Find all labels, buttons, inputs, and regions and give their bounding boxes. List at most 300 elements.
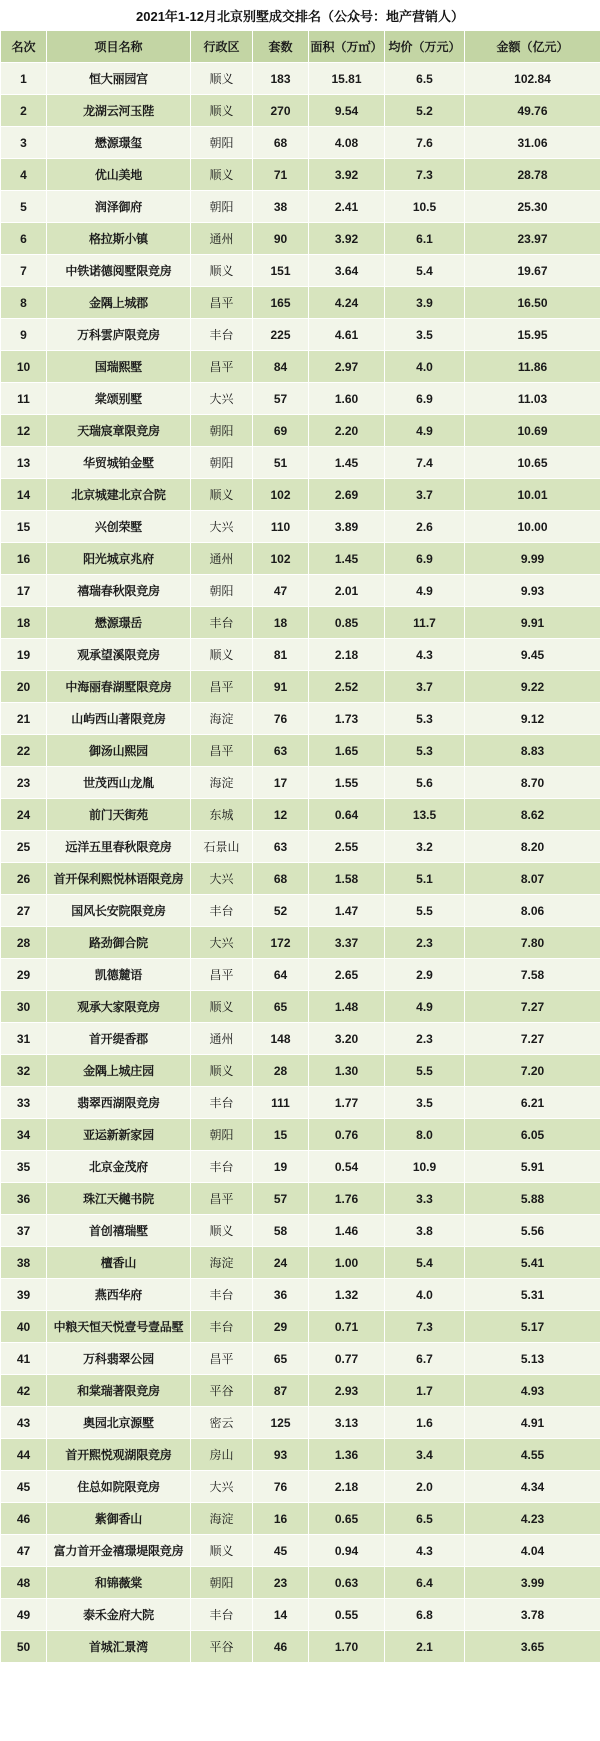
cell-project-name: 国风长安院限竞房 xyxy=(47,895,191,927)
cell-district: 顺义 xyxy=(191,479,253,511)
cell-project-name: 亚运新新家园 xyxy=(47,1119,191,1151)
cell-district: 顺义 xyxy=(191,63,253,95)
cell-project-name: 燕西华府 xyxy=(47,1279,191,1311)
table-row xyxy=(1,1215,600,1247)
table-row xyxy=(1,927,600,959)
cell-project-name: 华贸城铂金墅 xyxy=(47,447,191,479)
cell-amount: 23.97 xyxy=(465,223,600,255)
cell-project-name: 凯德麓语 xyxy=(47,959,191,991)
cell-area: 1.30 xyxy=(309,1055,385,1087)
cell-district: 海淀 xyxy=(191,703,253,735)
table-body xyxy=(1,63,600,1663)
cell-units: 63 xyxy=(253,735,309,767)
table-row xyxy=(1,415,600,447)
table-row xyxy=(1,159,600,191)
cell-district: 顺义 xyxy=(191,255,253,287)
table-row xyxy=(1,1535,600,1567)
cell-project-name: 观承大家限竞房 xyxy=(47,991,191,1023)
cell-district: 顺义 xyxy=(191,639,253,671)
column-header-name: 项目名称 xyxy=(47,31,191,63)
table-row xyxy=(1,991,600,1023)
cell-units: 36 xyxy=(253,1279,309,1311)
cell-project-name: 和棠瑞著限竞房 xyxy=(47,1375,191,1407)
cell-district: 顺义 xyxy=(191,1055,253,1087)
cell-units: 46 xyxy=(253,1631,309,1663)
cell-rank: 35 xyxy=(1,1151,47,1183)
cell-rank: 3 xyxy=(1,127,47,159)
cell-project-name: 御汤山熙园 xyxy=(47,735,191,767)
cell-area: 0.64 xyxy=(309,799,385,831)
cell-rank: 48 xyxy=(1,1567,47,1599)
cell-units: 225 xyxy=(253,319,309,351)
cell-rank: 32 xyxy=(1,1055,47,1087)
cell-area: 4.08 xyxy=(309,127,385,159)
cell-amount: 15.95 xyxy=(465,319,600,351)
cell-area: 1.77 xyxy=(309,1087,385,1119)
cell-units: 71 xyxy=(253,159,309,191)
cell-avg-price: 4.3 xyxy=(385,639,465,671)
cell-district: 朝阳 xyxy=(191,1567,253,1599)
cell-area: 2.41 xyxy=(309,191,385,223)
cell-area: 2.52 xyxy=(309,671,385,703)
cell-amount: 31.06 xyxy=(465,127,600,159)
cell-amount: 8.70 xyxy=(465,767,600,799)
cell-rank: 28 xyxy=(1,927,47,959)
cell-project-name: 首城汇景湾 xyxy=(47,1631,191,1663)
cell-district: 朝阳 xyxy=(191,191,253,223)
cell-units: 110 xyxy=(253,511,309,543)
cell-avg-price: 3.7 xyxy=(385,479,465,511)
column-header-amount: 金额（亿元） xyxy=(465,31,600,63)
table-row xyxy=(1,1023,600,1055)
cell-area: 3.13 xyxy=(309,1407,385,1439)
table-row xyxy=(1,63,600,95)
cell-rank: 26 xyxy=(1,863,47,895)
cell-units: 14 xyxy=(253,1599,309,1631)
cell-amount: 9.12 xyxy=(465,703,600,735)
cell-amount: 16.50 xyxy=(465,287,600,319)
cell-avg-price: 3.4 xyxy=(385,1439,465,1471)
cell-area: 2.20 xyxy=(309,415,385,447)
cell-rank: 34 xyxy=(1,1119,47,1151)
table-row xyxy=(1,351,600,383)
cell-district: 海淀 xyxy=(191,1247,253,1279)
table-row xyxy=(1,95,600,127)
cell-units: 65 xyxy=(253,1343,309,1375)
cell-project-name: 龙湖云河玉陛 xyxy=(47,95,191,127)
cell-project-name: 奥园北京源墅 xyxy=(47,1407,191,1439)
table-row xyxy=(1,383,600,415)
cell-amount: 102.84 xyxy=(465,63,600,95)
cell-project-name: 住总如院限竞房 xyxy=(47,1471,191,1503)
cell-district: 密云 xyxy=(191,1407,253,1439)
cell-district: 顺义 xyxy=(191,991,253,1023)
cell-district: 顺义 xyxy=(191,159,253,191)
cell-avg-price: 4.9 xyxy=(385,575,465,607)
cell-units: 81 xyxy=(253,639,309,671)
cell-rank: 13 xyxy=(1,447,47,479)
cell-district: 朝阳 xyxy=(191,127,253,159)
cell-area: 2.97 xyxy=(309,351,385,383)
cell-amount: 11.03 xyxy=(465,383,600,415)
cell-units: 52 xyxy=(253,895,309,927)
cell-area: 0.65 xyxy=(309,1503,385,1535)
cell-units: 51 xyxy=(253,447,309,479)
table-row xyxy=(1,1599,600,1631)
cell-area: 2.55 xyxy=(309,831,385,863)
cell-units: 57 xyxy=(253,1183,309,1215)
cell-avg-price: 6.8 xyxy=(385,1599,465,1631)
table-row xyxy=(1,319,600,351)
cell-project-name: 国瑞熙墅 xyxy=(47,351,191,383)
cell-avg-price: 4.9 xyxy=(385,991,465,1023)
cell-rank: 7 xyxy=(1,255,47,287)
cell-avg-price: 2.6 xyxy=(385,511,465,543)
cell-district: 平谷 xyxy=(191,1631,253,1663)
cell-avg-price: 5.5 xyxy=(385,1055,465,1087)
cell-avg-price: 5.4 xyxy=(385,1247,465,1279)
cell-project-name: 首创禧瑞墅 xyxy=(47,1215,191,1247)
table-row xyxy=(1,1407,600,1439)
cell-rank: 24 xyxy=(1,799,47,831)
cell-avg-price: 7.4 xyxy=(385,447,465,479)
cell-amount: 28.78 xyxy=(465,159,600,191)
cell-avg-price: 4.3 xyxy=(385,1535,465,1567)
cell-area: 2.93 xyxy=(309,1375,385,1407)
cell-project-name: 北京城建北京合院 xyxy=(47,479,191,511)
cell-avg-price: 4.9 xyxy=(385,415,465,447)
cell-avg-price: 6.5 xyxy=(385,1503,465,1535)
cell-district: 顺义 xyxy=(191,1535,253,1567)
cell-avg-price: 6.4 xyxy=(385,1567,465,1599)
cell-amount: 10.69 xyxy=(465,415,600,447)
cell-avg-price: 4.0 xyxy=(385,1279,465,1311)
cell-avg-price: 7.3 xyxy=(385,1311,465,1343)
table-row xyxy=(1,255,600,287)
cell-units: 63 xyxy=(253,831,309,863)
table-row xyxy=(1,1439,600,1471)
cell-area: 0.77 xyxy=(309,1343,385,1375)
cell-amount: 5.31 xyxy=(465,1279,600,1311)
cell-rank: 27 xyxy=(1,895,47,927)
cell-rank: 14 xyxy=(1,479,47,511)
cell-units: 69 xyxy=(253,415,309,447)
cell-district: 朝阳 xyxy=(191,1119,253,1151)
cell-rank: 17 xyxy=(1,575,47,607)
cell-amount: 49.76 xyxy=(465,95,600,127)
cell-project-name: 檀香山 xyxy=(47,1247,191,1279)
cell-units: 90 xyxy=(253,223,309,255)
cell-area: 1.45 xyxy=(309,447,385,479)
cell-avg-price: 5.4 xyxy=(385,255,465,287)
cell-units: 16 xyxy=(253,1503,309,1535)
cell-units: 65 xyxy=(253,991,309,1023)
cell-amount: 9.22 xyxy=(465,671,600,703)
cell-avg-price: 5.6 xyxy=(385,767,465,799)
page-title: 2021年1-12月北京别墅成交排名（公众号：地产营销人） xyxy=(136,8,464,24)
cell-amount: 11.86 xyxy=(465,351,600,383)
cell-amount: 3.99 xyxy=(465,1567,600,1599)
table-row xyxy=(1,895,600,927)
cell-district: 大兴 xyxy=(191,863,253,895)
cell-rank: 20 xyxy=(1,671,47,703)
cell-area: 0.55 xyxy=(309,1599,385,1631)
cell-rank: 50 xyxy=(1,1631,47,1663)
cell-amount: 6.05 xyxy=(465,1119,600,1151)
table-row xyxy=(1,1151,600,1183)
cell-district: 丰台 xyxy=(191,1279,253,1311)
cell-area: 1.45 xyxy=(309,543,385,575)
cell-area: 1.70 xyxy=(309,1631,385,1663)
cell-avg-price: 5.3 xyxy=(385,735,465,767)
cell-district: 通州 xyxy=(191,223,253,255)
cell-rank: 6 xyxy=(1,223,47,255)
cell-amount: 4.23 xyxy=(465,1503,600,1535)
cell-avg-price: 10.9 xyxy=(385,1151,465,1183)
cell-units: 29 xyxy=(253,1311,309,1343)
cell-avg-price: 8.0 xyxy=(385,1119,465,1151)
cell-project-name: 阳光城京兆府 xyxy=(47,543,191,575)
table-row xyxy=(1,127,600,159)
cell-district: 昌平 xyxy=(191,671,253,703)
cell-project-name: 润泽御府 xyxy=(47,191,191,223)
cell-project-name: 格拉斯小镇 xyxy=(47,223,191,255)
cell-project-name: 优山美地 xyxy=(47,159,191,191)
cell-amount: 7.58 xyxy=(465,959,600,991)
table-row xyxy=(1,799,600,831)
cell-units: 111 xyxy=(253,1087,309,1119)
cell-area: 0.94 xyxy=(309,1535,385,1567)
table-row xyxy=(1,1375,600,1407)
cell-rank: 36 xyxy=(1,1183,47,1215)
cell-rank: 16 xyxy=(1,543,47,575)
cell-project-name: 前门天街苑 xyxy=(47,799,191,831)
cell-amount: 3.78 xyxy=(465,1599,600,1631)
cell-rank: 41 xyxy=(1,1343,47,1375)
cell-avg-price: 5.3 xyxy=(385,703,465,735)
cell-units: 270 xyxy=(253,95,309,127)
cell-rank: 39 xyxy=(1,1279,47,1311)
table-row xyxy=(1,1311,600,1343)
cell-area: 1.76 xyxy=(309,1183,385,1215)
cell-district: 大兴 xyxy=(191,383,253,415)
cell-rank: 1 xyxy=(1,63,47,95)
table-row xyxy=(1,671,600,703)
cell-area: 4.24 xyxy=(309,287,385,319)
column-header-area: 面积（万㎡） xyxy=(309,31,385,63)
cell-district: 石景山 xyxy=(191,831,253,863)
cell-units: 183 xyxy=(253,63,309,95)
cell-project-name: 首开缇香郡 xyxy=(47,1023,191,1055)
cell-units: 64 xyxy=(253,959,309,991)
cell-amount: 8.06 xyxy=(465,895,600,927)
table-row xyxy=(1,607,600,639)
cell-avg-price: 13.5 xyxy=(385,799,465,831)
cell-units: 57 xyxy=(253,383,309,415)
cell-rank: 47 xyxy=(1,1535,47,1567)
cell-units: 102 xyxy=(253,543,309,575)
cell-rank: 8 xyxy=(1,287,47,319)
cell-district: 丰台 xyxy=(191,895,253,927)
cell-district: 昌平 xyxy=(191,351,253,383)
cell-rank: 18 xyxy=(1,607,47,639)
cell-rank: 15 xyxy=(1,511,47,543)
cell-amount: 7.27 xyxy=(465,1023,600,1055)
cell-district: 丰台 xyxy=(191,1599,253,1631)
cell-area: 3.92 xyxy=(309,159,385,191)
cell-area: 3.92 xyxy=(309,223,385,255)
cell-project-name: 首开熙悦观湖限竞房 xyxy=(47,1439,191,1471)
cell-project-name: 中铁诺德阅墅限竞房 xyxy=(47,255,191,287)
cell-rank: 19 xyxy=(1,639,47,671)
cell-amount: 8.83 xyxy=(465,735,600,767)
cell-avg-price: 5.1 xyxy=(385,863,465,895)
table-row xyxy=(1,639,600,671)
cell-district: 平谷 xyxy=(191,1375,253,1407)
cell-units: 151 xyxy=(253,255,309,287)
cell-avg-price: 4.0 xyxy=(385,351,465,383)
cell-project-name: 金隅上城郡 xyxy=(47,287,191,319)
cell-area: 3.89 xyxy=(309,511,385,543)
cell-area: 1.46 xyxy=(309,1215,385,1247)
cell-units: 76 xyxy=(253,1471,309,1503)
table-row xyxy=(1,863,600,895)
cell-rank: 4 xyxy=(1,159,47,191)
cell-units: 76 xyxy=(253,703,309,735)
column-header-price: 均价（万元） xyxy=(385,31,465,63)
cell-amount: 5.17 xyxy=(465,1311,600,1343)
cell-district: 丰台 xyxy=(191,1151,253,1183)
cell-avg-price: 3.3 xyxy=(385,1183,465,1215)
cell-avg-price: 6.9 xyxy=(385,543,465,575)
cell-units: 19 xyxy=(253,1151,309,1183)
cell-amount: 4.91 xyxy=(465,1407,600,1439)
cell-project-name: 远洋五里春秋限竞房 xyxy=(47,831,191,863)
cell-amount: 5.88 xyxy=(465,1183,600,1215)
table-row xyxy=(1,1087,600,1119)
cell-area: 2.18 xyxy=(309,639,385,671)
cell-project-name: 恒大丽园宫 xyxy=(47,63,191,95)
cell-district: 朝阳 xyxy=(191,575,253,607)
cell-project-name: 世茂西山龙胤 xyxy=(47,767,191,799)
table-row xyxy=(1,543,600,575)
cell-project-name: 山屿西山著限竞房 xyxy=(47,703,191,735)
cell-rank: 9 xyxy=(1,319,47,351)
cell-project-name: 禧瑞春秋限竞房 xyxy=(47,575,191,607)
cell-amount: 7.80 xyxy=(465,927,600,959)
cell-area: 1.36 xyxy=(309,1439,385,1471)
cell-units: 102 xyxy=(253,479,309,511)
cell-units: 68 xyxy=(253,863,309,895)
table-row xyxy=(1,703,600,735)
cell-area: 3.64 xyxy=(309,255,385,287)
cell-amount: 4.55 xyxy=(465,1439,600,1471)
cell-district: 大兴 xyxy=(191,1471,253,1503)
table-row xyxy=(1,831,600,863)
table-row xyxy=(1,447,600,479)
cell-amount: 9.99 xyxy=(465,543,600,575)
cell-district: 朝阳 xyxy=(191,415,253,447)
cell-avg-price: 3.8 xyxy=(385,1215,465,1247)
cell-area: 0.54 xyxy=(309,1151,385,1183)
cell-amount: 5.13 xyxy=(465,1343,600,1375)
cell-district: 丰台 xyxy=(191,1087,253,1119)
cell-amount: 8.62 xyxy=(465,799,600,831)
cell-area: 2.01 xyxy=(309,575,385,607)
cell-amount: 6.21 xyxy=(465,1087,600,1119)
cell-amount: 19.67 xyxy=(465,255,600,287)
cell-avg-price: 6.9 xyxy=(385,383,465,415)
cell-rank: 11 xyxy=(1,383,47,415)
cell-project-name: 棠颂别墅 xyxy=(47,383,191,415)
cell-area: 1.55 xyxy=(309,767,385,799)
cell-units: 58 xyxy=(253,1215,309,1247)
cell-project-name: 中海丽春湖墅限竞房 xyxy=(47,671,191,703)
cell-area: 1.65 xyxy=(309,735,385,767)
cell-amount: 5.91 xyxy=(465,1151,600,1183)
table-row xyxy=(1,1471,600,1503)
cell-amount: 10.65 xyxy=(465,447,600,479)
cell-units: 84 xyxy=(253,351,309,383)
cell-avg-price: 6.7 xyxy=(385,1343,465,1375)
cell-avg-price: 7.6 xyxy=(385,127,465,159)
table-row xyxy=(1,1247,600,1279)
table-row xyxy=(1,1119,600,1151)
cell-rank: 12 xyxy=(1,415,47,447)
cell-units: 148 xyxy=(253,1023,309,1055)
cell-amount: 4.04 xyxy=(465,1535,600,1567)
cell-amount: 10.01 xyxy=(465,479,600,511)
cell-district: 丰台 xyxy=(191,1311,253,1343)
cell-area: 4.61 xyxy=(309,319,385,351)
table-row xyxy=(1,287,600,319)
cell-project-name: 万科雲庐限竞房 xyxy=(47,319,191,351)
cell-area: 1.47 xyxy=(309,895,385,927)
cell-district: 通州 xyxy=(191,1023,253,1055)
cell-area: 2.18 xyxy=(309,1471,385,1503)
cell-project-name: 富力首开金禧璟堤限竞房 xyxy=(47,1535,191,1567)
cell-avg-price: 1.7 xyxy=(385,1375,465,1407)
cell-rank: 46 xyxy=(1,1503,47,1535)
cell-rank: 40 xyxy=(1,1311,47,1343)
cell-project-name: 翡翠西湖限竞房 xyxy=(47,1087,191,1119)
cell-units: 28 xyxy=(253,1055,309,1087)
cell-avg-price: 3.2 xyxy=(385,831,465,863)
cell-rank: 10 xyxy=(1,351,47,383)
cell-rank: 30 xyxy=(1,991,47,1023)
column-header-units: 套数 xyxy=(253,31,309,63)
cell-avg-price: 1.6 xyxy=(385,1407,465,1439)
table-row xyxy=(1,1055,600,1087)
cell-project-name: 泰禾金府大院 xyxy=(47,1599,191,1631)
cell-rank: 43 xyxy=(1,1407,47,1439)
cell-avg-price: 2.3 xyxy=(385,1023,465,1055)
cell-area: 1.60 xyxy=(309,383,385,415)
cell-area: 1.32 xyxy=(309,1279,385,1311)
table-row xyxy=(1,1279,600,1311)
cell-rank: 45 xyxy=(1,1471,47,1503)
cell-district: 大兴 xyxy=(191,511,253,543)
cell-project-name: 首开保利熙悦林语限竞房 xyxy=(47,863,191,895)
table-row xyxy=(1,511,600,543)
cell-amount: 25.30 xyxy=(465,191,600,223)
cell-rank: 22 xyxy=(1,735,47,767)
cell-district: 昌平 xyxy=(191,1343,253,1375)
cell-amount: 10.00 xyxy=(465,511,600,543)
cell-avg-price: 3.5 xyxy=(385,1087,465,1119)
cell-units: 172 xyxy=(253,927,309,959)
cell-rank: 49 xyxy=(1,1599,47,1631)
